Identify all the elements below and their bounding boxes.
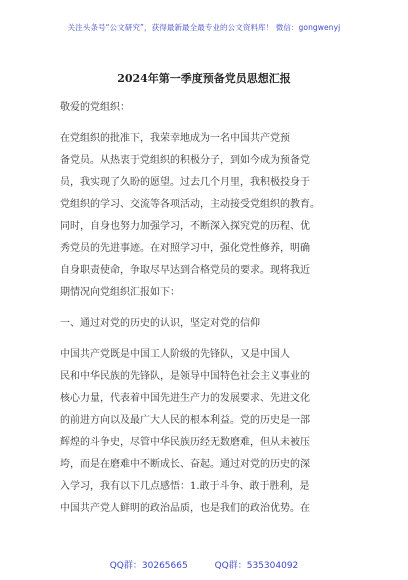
paragraph-line: 员，我实现了久盼的愿望。过去几个月里，我积极投身于 (60, 177, 310, 188)
paragraph-line: 辉煌的斗争史，尽管中华民族历经无数磨难，但从未被压 (60, 437, 310, 448)
paragraph-line: 秀党员的先进事迹。在对照学习中，强化党性修养，明确 (60, 243, 310, 254)
paragraph-line: 党组织的学习、交流等各项活动，主动接受党组织的教育。 (60, 199, 320, 210)
paragraph-line: 期情况向党组织汇报如下： (60, 287, 180, 298)
paragraph-line: 在党组织的批准下，我荣幸地成为一名中国共产党预 (60, 133, 290, 144)
paragraph-line: 核心力量，代表着中国先进生产力的发展要求、先进文化 (60, 393, 310, 404)
header-banner: 关注头条号“公文研究”，获得最新最全最专业的公文资料库！ 微信：gongwenyj (67, 23, 341, 32)
paragraph-line: 入学习，我有以下几点感悟：1.敢于斗争、敢于胜利，是 (60, 481, 310, 492)
paragraph-line: 中国共产党人鲜明的政治品质，也是我们的政治优势。在 (60, 503, 310, 514)
paragraph-line: 民和中华民族的先锋队，是领导中国特色社会主义事业的 (60, 371, 310, 382)
footer-qq-group-1: QQ群：30265665 (109, 561, 188, 571)
section-heading (60, 313, 360, 335)
paragraph-line: 自身职责使命，争取尽早达到合格党员的要求。现将我近 (60, 265, 310, 276)
greeting (60, 97, 360, 119)
document-title: 2024年第一季度预备党员思想汇报 (117, 72, 291, 85)
footer (0, 558, 408, 571)
paragraph-2 (60, 344, 360, 520)
paragraph-1 (60, 128, 360, 304)
greeting-line: 敬爱的党组织： (60, 102, 130, 113)
footer-qq-group-2: QQ群：535304092 (214, 561, 299, 571)
paragraph-line: 备党员。从热衷于党组织的积极分子，到如今成为预备党 (60, 155, 310, 166)
paragraph-line: 中国共产党既是中国工人阶级的先锋队，又是中国人 (60, 349, 290, 360)
paragraph-line: 垮，而是在磨难中不断成长、奋起。通过对党的历史的深 (60, 459, 310, 470)
paragraph-line: 的前进方向以及最广大人民的根本利益。党的历史是一部 (60, 415, 310, 426)
section-heading-text: 一、通过对党的历史的认识，坚定对党的信仰 (60, 318, 260, 329)
paragraph-line: 同时，自身也努力加强学习，不断深入探究党的历程、优 (60, 221, 310, 232)
